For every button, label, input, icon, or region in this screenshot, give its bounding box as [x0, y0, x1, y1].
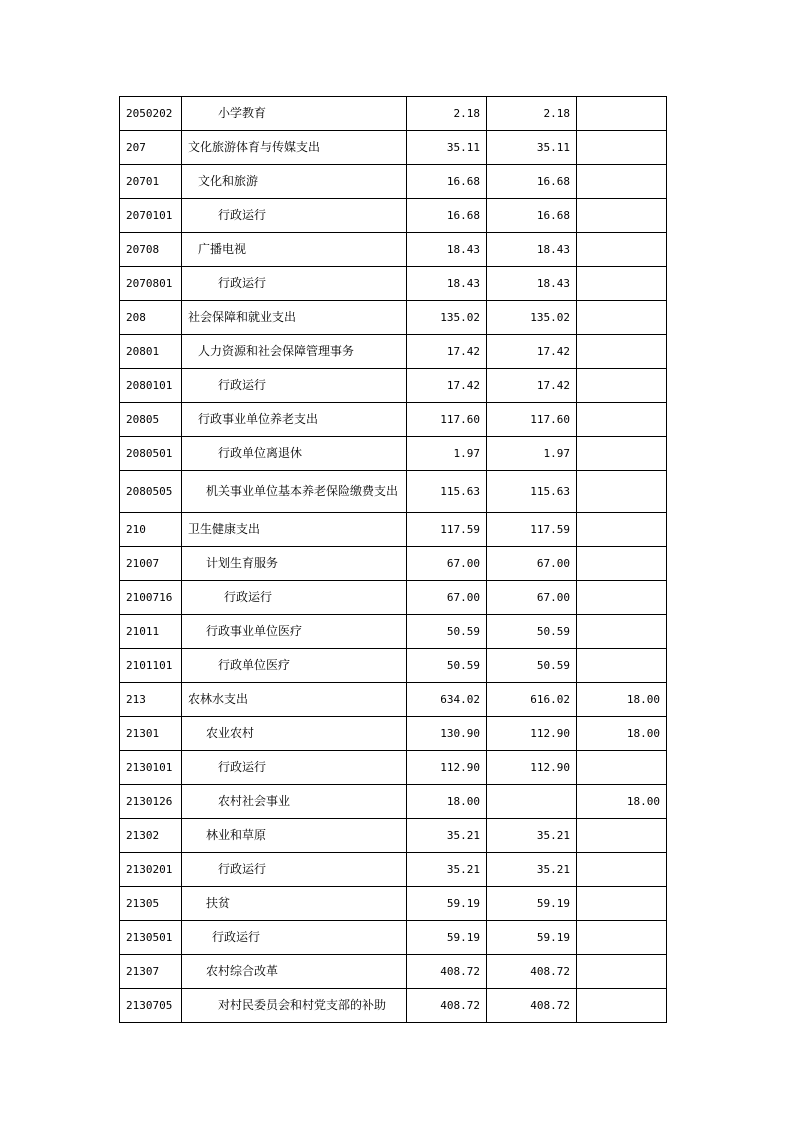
basic-cell: 1.97 — [487, 437, 577, 471]
name-cell: 农林水支出 — [182, 683, 407, 717]
code-cell: 207 — [120, 131, 182, 165]
total-cell: 18.43 — [407, 267, 487, 301]
project-cell — [577, 853, 667, 887]
table-row — [120, 853, 667, 887]
code-cell: 2080505 — [120, 471, 182, 513]
name-cell: 行政运行 — [182, 751, 407, 785]
table-row — [120, 717, 667, 751]
project-cell — [577, 233, 667, 267]
table-row — [120, 233, 667, 267]
total-cell: 1.97 — [407, 437, 487, 471]
project-cell — [577, 165, 667, 199]
name-cell: 机关事业单位基本养老保险缴费支出 — [182, 471, 407, 513]
code-cell: 20805 — [120, 403, 182, 437]
name-cell: 广播电视 — [182, 233, 407, 267]
basic-cell — [487, 785, 577, 819]
name-cell: 行政运行 — [182, 267, 407, 301]
table-row — [120, 887, 667, 921]
table-row — [120, 819, 667, 853]
total-cell: 50.59 — [407, 615, 487, 649]
table-row — [120, 471, 667, 513]
basic-cell: 112.90 — [487, 717, 577, 751]
basic-cell: 2.18 — [487, 97, 577, 131]
table-row — [120, 649, 667, 683]
name-cell: 农村综合改革 — [182, 955, 407, 989]
basic-cell: 59.19 — [487, 921, 577, 955]
code-cell: 2130501 — [120, 921, 182, 955]
basic-cell: 408.72 — [487, 989, 577, 1023]
total-cell: 35.11 — [407, 131, 487, 165]
basic-cell: 117.59 — [487, 513, 577, 547]
name-cell: 小学教育 — [182, 97, 407, 131]
table-row — [120, 955, 667, 989]
table-row — [120, 131, 667, 165]
total-cell: 67.00 — [407, 581, 487, 615]
code-cell: 2080101 — [120, 369, 182, 403]
project-cell — [577, 989, 667, 1023]
project-cell — [577, 649, 667, 683]
basic-cell: 50.59 — [487, 649, 577, 683]
total-cell: 17.42 — [407, 369, 487, 403]
name-cell: 行政单位离退休 — [182, 437, 407, 471]
code-cell: 2100716 — [120, 581, 182, 615]
code-cell: 21011 — [120, 615, 182, 649]
total-cell: 117.59 — [407, 513, 487, 547]
total-cell: 18.00 — [407, 785, 487, 819]
total-cell: 2.18 — [407, 97, 487, 131]
name-cell: 行政运行 — [182, 581, 407, 615]
name-cell: 扶贫 — [182, 887, 407, 921]
code-cell: 210 — [120, 513, 182, 547]
project-cell — [577, 471, 667, 513]
project-cell — [577, 267, 667, 301]
project-cell — [577, 97, 667, 131]
basic-cell: 115.63 — [487, 471, 577, 513]
code-cell: 2070101 — [120, 199, 182, 233]
table-row — [120, 97, 667, 131]
code-cell: 21302 — [120, 819, 182, 853]
name-cell: 行政单位医疗 — [182, 649, 407, 683]
basic-cell: 17.42 — [487, 335, 577, 369]
project-cell — [577, 437, 667, 471]
table-row — [120, 267, 667, 301]
project-cell — [577, 369, 667, 403]
total-cell: 59.19 — [407, 887, 487, 921]
table-row — [120, 751, 667, 785]
total-cell: 59.19 — [407, 921, 487, 955]
basic-cell: 35.21 — [487, 853, 577, 887]
table-row — [120, 989, 667, 1023]
project-cell — [577, 887, 667, 921]
name-cell: 农业农村 — [182, 717, 407, 751]
total-cell: 135.02 — [407, 301, 487, 335]
name-cell: 农村社会事业 — [182, 785, 407, 819]
name-cell: 计划生育服务 — [182, 547, 407, 581]
basic-cell: 616.02 — [487, 683, 577, 717]
total-cell: 634.02 — [407, 683, 487, 717]
project-cell — [577, 547, 667, 581]
basic-cell: 59.19 — [487, 887, 577, 921]
name-cell: 对村民委员会和村党支部的补助 — [182, 989, 407, 1023]
code-cell: 2070801 — [120, 267, 182, 301]
basic-cell: 112.90 — [487, 751, 577, 785]
project-cell — [577, 513, 667, 547]
code-cell: 20708 — [120, 233, 182, 267]
basic-cell: 135.02 — [487, 301, 577, 335]
project-cell: 18.00 — [577, 785, 667, 819]
total-cell: 18.43 — [407, 233, 487, 267]
name-cell: 行政运行 — [182, 369, 407, 403]
project-cell — [577, 819, 667, 853]
basic-cell: 18.43 — [487, 233, 577, 267]
name-cell: 行政事业单位养老支出 — [182, 403, 407, 437]
code-cell: 20701 — [120, 165, 182, 199]
table-row — [120, 513, 667, 547]
code-cell: 21007 — [120, 547, 182, 581]
basic-cell: 50.59 — [487, 615, 577, 649]
total-cell: 16.68 — [407, 165, 487, 199]
total-cell: 408.72 — [407, 989, 487, 1023]
table-row — [120, 615, 667, 649]
project-cell — [577, 955, 667, 989]
project-cell: 18.00 — [577, 717, 667, 751]
table-row — [120, 581, 667, 615]
code-cell: 2130101 — [120, 751, 182, 785]
table-row — [120, 199, 667, 233]
code-cell: 2130705 — [120, 989, 182, 1023]
total-cell: 35.21 — [407, 819, 487, 853]
table-row — [120, 437, 667, 471]
name-cell: 文化旅游体育与传媒支出 — [182, 131, 407, 165]
basic-cell: 35.21 — [487, 819, 577, 853]
name-cell: 卫生健康支出 — [182, 513, 407, 547]
name-cell: 社会保障和就业支出 — [182, 301, 407, 335]
project-cell — [577, 403, 667, 437]
table-row — [120, 403, 667, 437]
name-cell: 行政事业单位医疗 — [182, 615, 407, 649]
name-cell: 行政运行 — [182, 199, 407, 233]
code-cell: 21301 — [120, 717, 182, 751]
table-row — [120, 301, 667, 335]
basic-cell: 16.68 — [487, 165, 577, 199]
total-cell: 17.42 — [407, 335, 487, 369]
total-cell: 35.21 — [407, 853, 487, 887]
table-row — [120, 369, 667, 403]
table-row — [120, 921, 667, 955]
project-cell — [577, 199, 667, 233]
project-cell: 18.00 — [577, 683, 667, 717]
project-cell — [577, 581, 667, 615]
project-cell — [577, 615, 667, 649]
total-cell: 408.72 — [407, 955, 487, 989]
total-cell: 16.68 — [407, 199, 487, 233]
total-cell: 115.63 — [407, 471, 487, 513]
project-cell — [577, 301, 667, 335]
expenditure-table — [119, 96, 667, 1023]
name-cell: 行政运行 — [182, 853, 407, 887]
basic-cell: 16.68 — [487, 199, 577, 233]
name-cell: 人力资源和社会保障管理事务 — [182, 335, 407, 369]
code-cell: 2101101 — [120, 649, 182, 683]
project-cell — [577, 335, 667, 369]
total-cell: 67.00 — [407, 547, 487, 581]
basic-cell: 18.43 — [487, 267, 577, 301]
total-cell: 112.90 — [407, 751, 487, 785]
basic-cell: 35.11 — [487, 131, 577, 165]
total-cell: 117.60 — [407, 403, 487, 437]
code-cell: 208 — [120, 301, 182, 335]
table-row — [120, 785, 667, 819]
code-cell: 2130201 — [120, 853, 182, 887]
total-cell: 50.59 — [407, 649, 487, 683]
basic-cell: 67.00 — [487, 581, 577, 615]
name-cell: 林业和草原 — [182, 819, 407, 853]
table-row — [120, 165, 667, 199]
basic-cell: 408.72 — [487, 955, 577, 989]
code-cell: 2050202 — [120, 97, 182, 131]
code-cell: 2080501 — [120, 437, 182, 471]
project-cell — [577, 921, 667, 955]
table-body — [120, 97, 667, 1023]
basic-cell: 117.60 — [487, 403, 577, 437]
name-cell: 行政运行 — [182, 921, 407, 955]
table-row — [120, 335, 667, 369]
name-cell: 文化和旅游 — [182, 165, 407, 199]
project-cell — [577, 751, 667, 785]
code-cell: 213 — [120, 683, 182, 717]
table-row — [120, 683, 667, 717]
code-cell: 20801 — [120, 335, 182, 369]
basic-cell: 17.42 — [487, 369, 577, 403]
project-cell — [577, 131, 667, 165]
table-row — [120, 547, 667, 581]
code-cell: 21305 — [120, 887, 182, 921]
total-cell: 130.90 — [407, 717, 487, 751]
basic-cell: 67.00 — [487, 547, 577, 581]
code-cell: 21307 — [120, 955, 182, 989]
code-cell: 2130126 — [120, 785, 182, 819]
